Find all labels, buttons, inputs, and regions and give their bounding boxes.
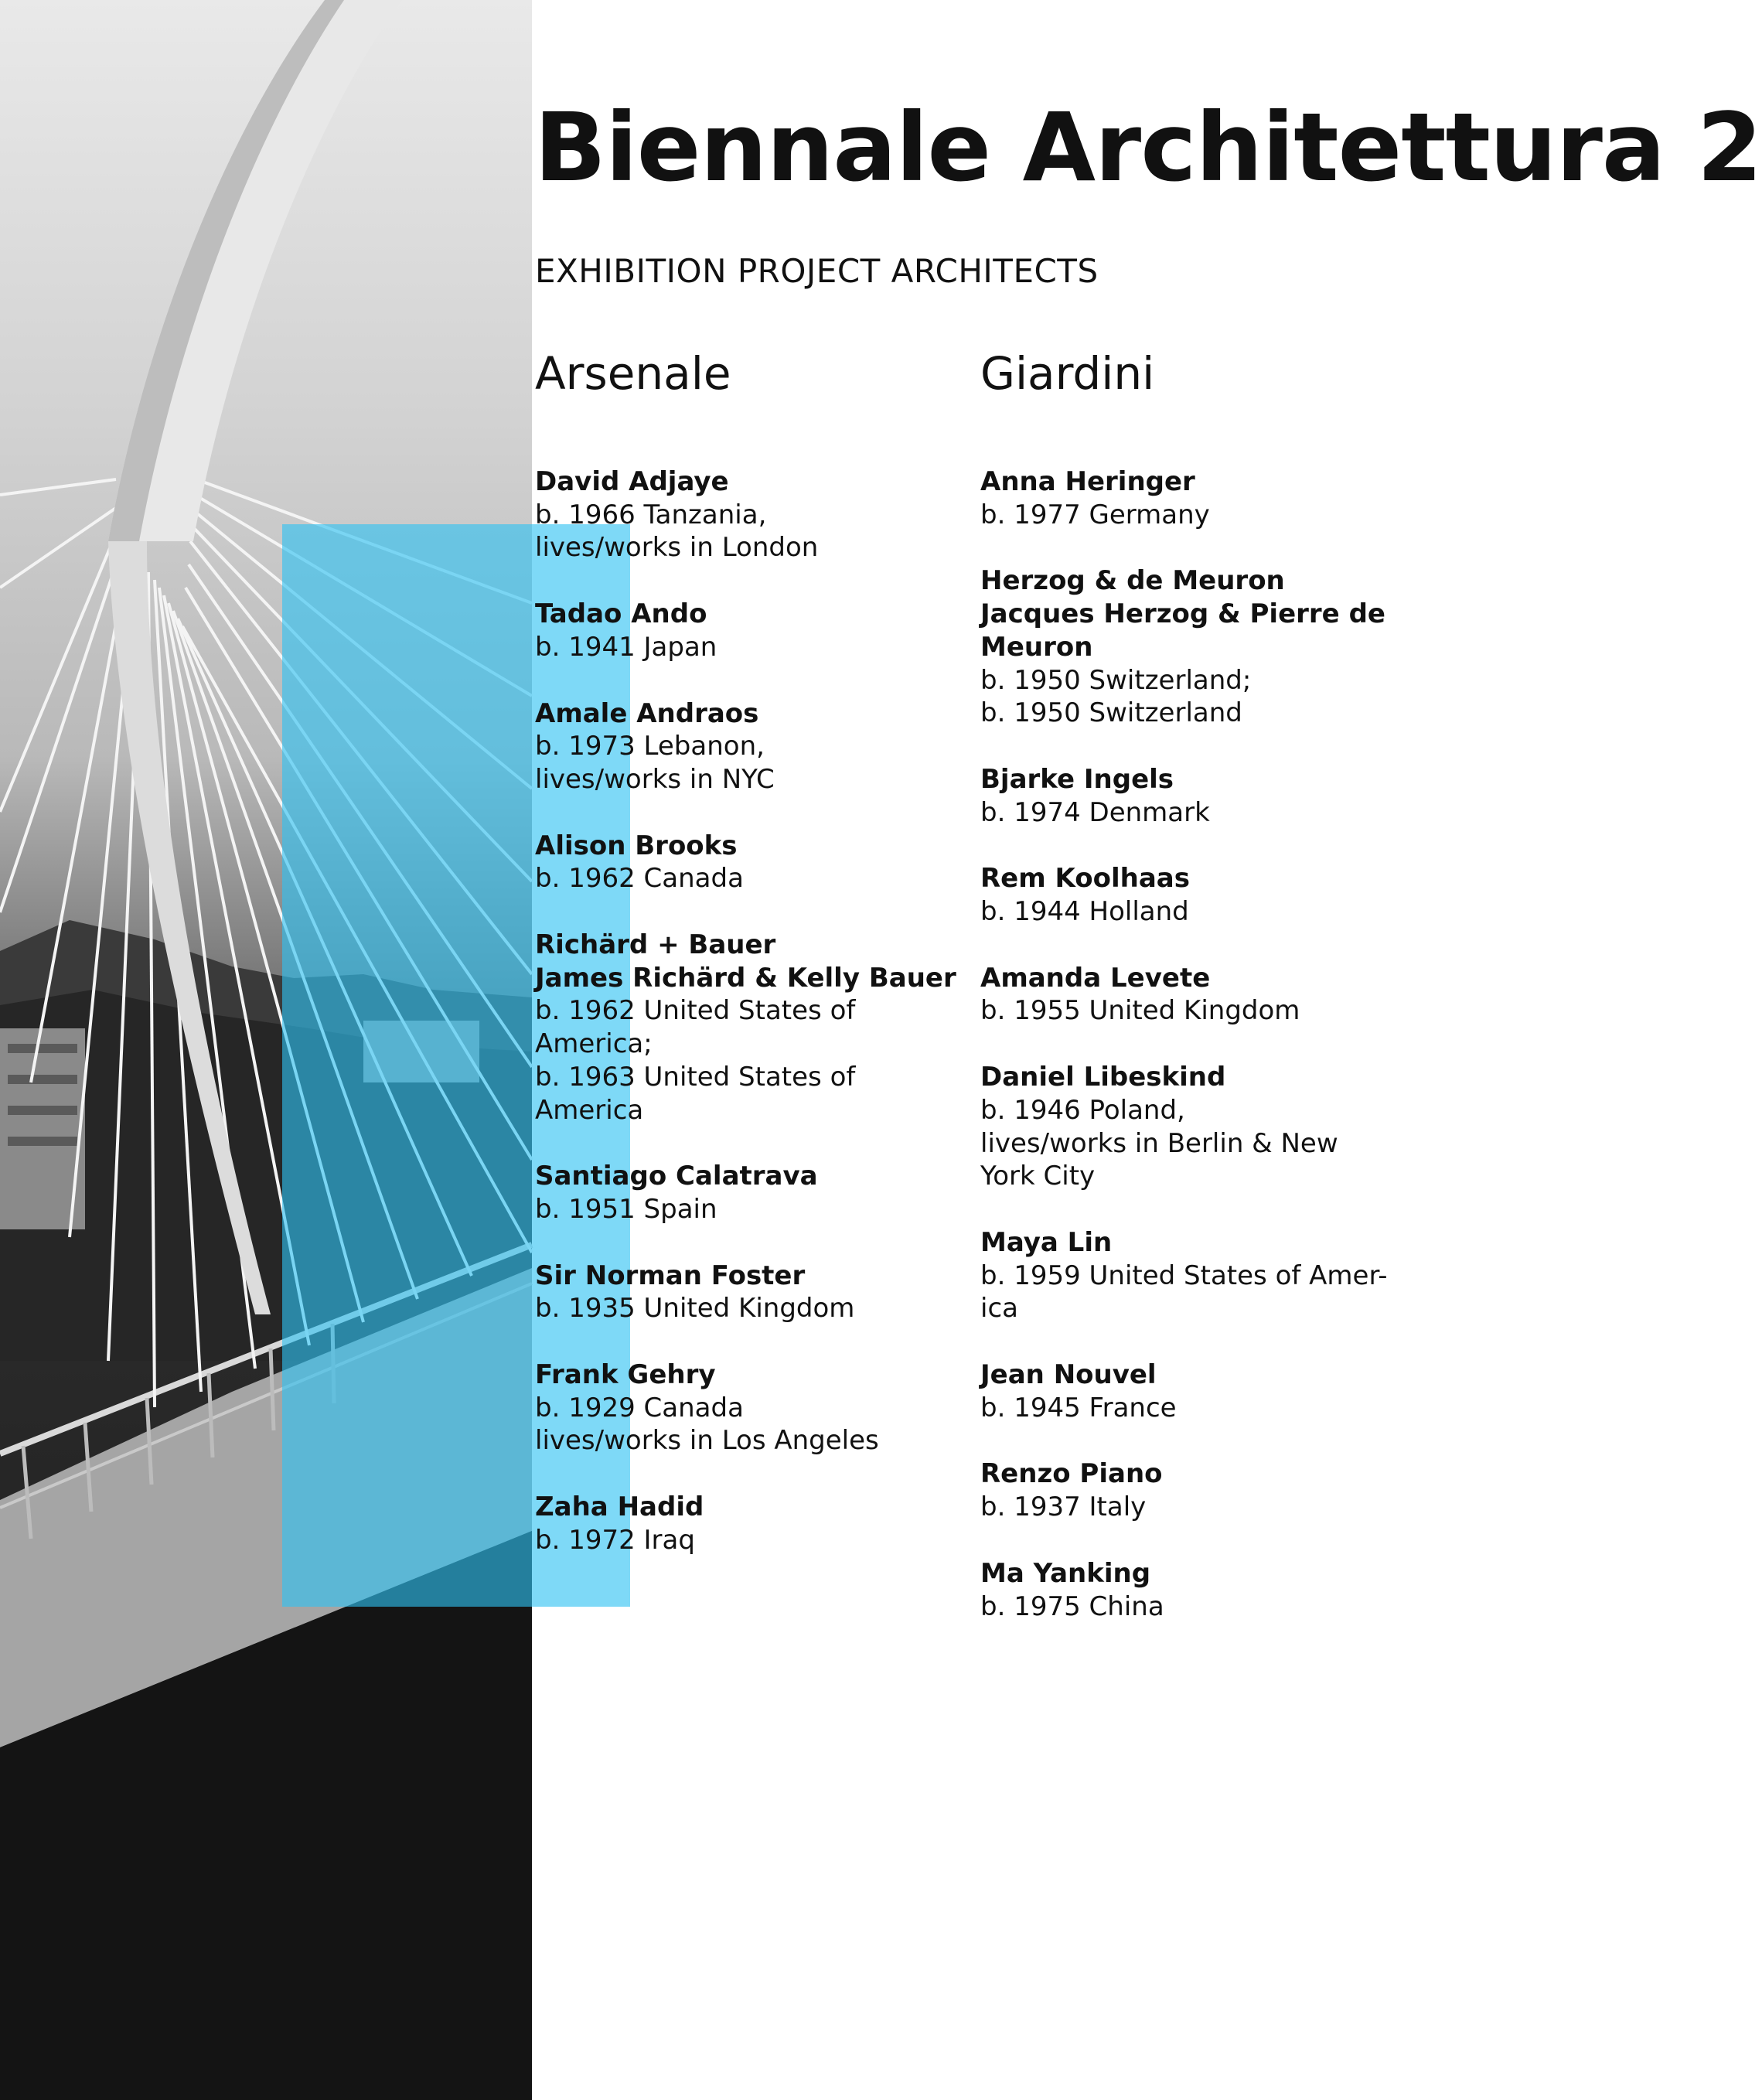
- architect-name: Daniel Libeskind: [980, 1062, 1226, 1093]
- architect-name: Renzo Piano: [980, 1458, 1163, 1490]
- architect-bio: b. 1966 Tanzania,: [535, 499, 767, 530]
- architect-entry: [980, 1061, 1413, 1193]
- architect-entry: [535, 830, 968, 895]
- architect-name: Amale Andraos: [535, 697, 759, 729]
- architect-bio: b. 1977 Germany: [980, 499, 1210, 530]
- architect-bio: lives/works in London: [535, 532, 819, 564]
- architect-name: Ma Yanking: [980, 1557, 1151, 1589]
- architect-bio: b. 1975 China: [980, 1590, 1164, 1622]
- giardini-column: [980, 346, 1413, 1656]
- architect-bio: America: [535, 1094, 644, 1126]
- architect-entry: [535, 929, 968, 1127]
- architect-entry: [535, 1359, 968, 1457]
- architect-bio: b. 1972 Iraq: [535, 1524, 695, 1556]
- architect-bio: b. 1963 United States of: [535, 1061, 856, 1093]
- architect-entry: [980, 1457, 1413, 1523]
- architect-entry: [980, 862, 1413, 928]
- page-subtitle: EXHIBITION PROJECT ARCHITECTS: [535, 252, 1099, 290]
- arsenale-column: [535, 346, 968, 1590]
- architect-bio: b. 1929 Canada: [535, 1392, 744, 1423]
- architect-bio: b. 1974 Denmark: [980, 796, 1210, 828]
- architect-entry: [980, 1557, 1413, 1623]
- architect-bio: b. 1955 United Kingdom: [980, 995, 1300, 1027]
- architect-entry: [535, 465, 968, 564]
- arsenale-heading: Arsenale: [535, 347, 731, 400]
- architect-name: Jean Nouvel: [980, 1359, 1157, 1391]
- architect-name: Anna Heringer: [980, 466, 1195, 497]
- giardini-heading: Giardini: [980, 347, 1155, 400]
- architect-bio: b. 1951 Spain: [535, 1193, 717, 1225]
- architect-bio: b. 1946 Poland,: [980, 1094, 1185, 1126]
- architect-entry: [980, 962, 1413, 1028]
- architect-entry: [980, 564, 1413, 730]
- architect-name: Santiago Calatrava: [535, 1161, 818, 1192]
- architect-bio: lives/works in NYC: [535, 763, 775, 795]
- architect-names-full: Jacques Herzog & Pierre de: [980, 598, 1385, 630]
- architect-bio: b. 1973 Lebanon,: [535, 731, 765, 762]
- architect-name: Tadao Ando: [535, 598, 707, 630]
- architect-name: Alison Brooks: [535, 830, 738, 861]
- architect-name: Herzog & de Meuron: [980, 565, 1285, 597]
- architect-bio: b. 1937 Italy: [980, 1491, 1147, 1523]
- architect-bio: b. 1950 Switzerland: [980, 697, 1242, 729]
- architect-entry: [535, 1260, 968, 1325]
- architect-name: Maya Lin: [980, 1226, 1113, 1258]
- architect-bio: b. 1950 Switzerland;: [980, 664, 1252, 696]
- architect-entry: [980, 1359, 1413, 1424]
- architect-bio: b. 1962 Canada: [535, 863, 744, 895]
- architect-entry: [535, 1160, 968, 1226]
- architect-name: Sir Norman Foster: [535, 1260, 806, 1291]
- architect-entry: [535, 1491, 968, 1556]
- architect-entry: [535, 598, 968, 663]
- architect-name: Amanda Levete: [980, 962, 1211, 994]
- architect-entry: [980, 763, 1413, 829]
- architect-name: Bjarke Ingels: [980, 763, 1174, 795]
- architect-name: David Adjaye: [535, 466, 729, 497]
- architect-bio: lives/works in Berlin & New: [980, 1127, 1338, 1159]
- architect-bio: b. 1941 Japan: [535, 631, 717, 663]
- architect-bio: ica: [980, 1293, 1018, 1324]
- architect-bio: b. 1962 United States of: [535, 995, 856, 1027]
- architect-name: Zaha Hadid: [535, 1491, 704, 1523]
- architect-bio: lives/works in Los Angeles: [535, 1425, 879, 1457]
- architect-entry: [980, 1226, 1413, 1325]
- architect-names-full: James Richärd & Kelly Bauer: [535, 962, 956, 994]
- architect-entry: [535, 697, 968, 796]
- architect-bio: America;: [535, 1028, 653, 1060]
- page-title: Biennale Architettura 2: [534, 93, 1762, 203]
- architect-bio: b. 1944 Holland: [980, 896, 1189, 928]
- architect-names-full: Meuron: [980, 631, 1093, 663]
- architect-bio: b. 1935 United Kingdom: [535, 1293, 855, 1324]
- architect-name: Rem Koolhaas: [980, 863, 1190, 895]
- architect-entry: [980, 465, 1413, 531]
- architect-bio: b. 1959 United States of Amer-: [980, 1260, 1388, 1291]
- architect-name: Richärd + Bauer: [535, 929, 776, 961]
- architect-name: Frank Gehry: [535, 1359, 716, 1391]
- architect-bio: York City: [980, 1161, 1096, 1192]
- architect-bio: b. 1945 France: [980, 1392, 1177, 1423]
